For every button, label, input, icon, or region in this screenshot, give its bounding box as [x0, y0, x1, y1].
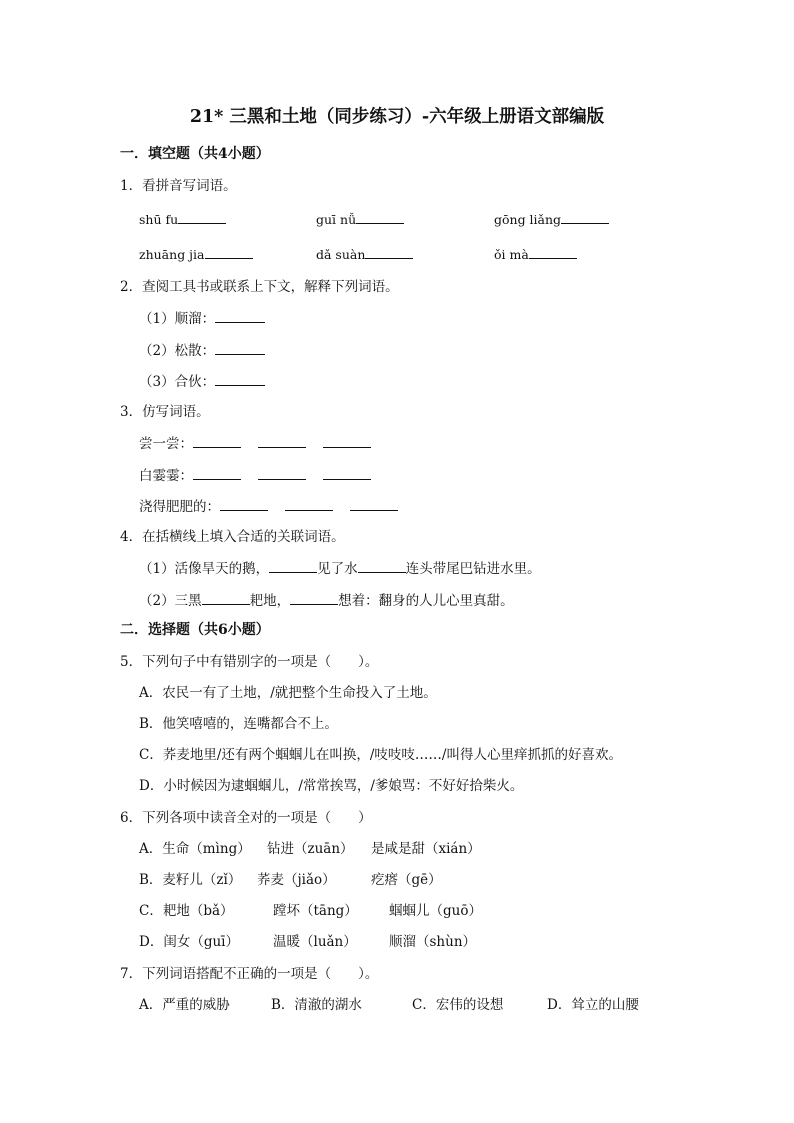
answer-blank[interactable]	[323, 466, 371, 480]
answer-blank[interactable]	[529, 245, 577, 259]
section-heading-fill-blank: 一．填空题（共4小题）	[120, 146, 270, 162]
conjunction-sentence: （2）三黑 耙地， 想着：翻身的人儿心里真甜。	[139, 593, 514, 609]
answer-blank[interactable]	[350, 497, 398, 511]
page-title: 21* 三黑和土地（同步练习）-六年级上册语文部编版	[189, 107, 605, 127]
pinyin-item: dǎ suàn	[316, 245, 413, 264]
choice-option[interactable]: C．荞麦地里/还有两个蝈蝈儿在叫换，/吱吱吱……/叫得人心里痒抓抓的好喜欢。	[139, 747, 622, 763]
answer-blank[interactable]	[202, 591, 250, 605]
word-explain-item: （1）顺溜：	[139, 309, 265, 328]
word-explain-item: （3）合伙：	[139, 372, 265, 391]
pinyin-item: shū fu	[139, 210, 226, 229]
answer-blank[interactable]	[358, 559, 406, 573]
pinyin-item: zhuāng jia	[139, 245, 253, 264]
answer-blank[interactable]	[365, 245, 413, 259]
answer-blank[interactable]	[193, 434, 241, 448]
pinyin-item: gōng liǎng	[494, 210, 609, 229]
answer-blank[interactable]	[258, 466, 306, 480]
answer-blank[interactable]	[220, 497, 268, 511]
answer-blank[interactable]	[269, 559, 317, 573]
answer-blank[interactable]	[215, 309, 265, 323]
answer-blank[interactable]	[290, 591, 338, 605]
answer-blank[interactable]	[178, 210, 226, 224]
choice-option[interactable]: A．农民一有了土地，/就把整个生命投入了土地。	[139, 685, 437, 701]
answer-blank[interactable]	[193, 466, 241, 480]
imitate-item: 白霎霎：	[139, 466, 371, 485]
choice-option[interactable]: B．清澈的湖水	[271, 997, 362, 1013]
conjunction-sentence: （1）活像旱天的鹅， 见了水 连头带尾巴钻进水里。	[139, 561, 541, 577]
answer-blank[interactable]	[285, 497, 333, 511]
answer-blank[interactable]	[205, 245, 253, 259]
question-2-text: 2．查阅工具书或联系上下文，解释下列词语。	[120, 279, 399, 295]
pinyin-item: guī nǚ	[316, 210, 404, 229]
answer-blank[interactable]	[258, 434, 306, 448]
question-5-text: 5．下列句子中有错别字的一项是（ ）。	[120, 654, 379, 670]
answer-blank[interactable]	[215, 372, 265, 386]
question-3-text: 3．仿写词语。	[120, 404, 210, 420]
question-6-text: 6．下列各项中读音全对的一项是（ ）	[120, 810, 372, 826]
answer-blank[interactable]	[356, 210, 404, 224]
section-heading-choice: 二．选择题（共6小题）	[120, 622, 270, 638]
answer-blank[interactable]	[215, 341, 265, 355]
imitate-item: 浇得肥肥的：	[139, 497, 398, 516]
choice-option[interactable]: D．小时候因为逮蝈蝈儿，/常常挨骂，/爹娘骂：不好好拾柴火。	[139, 778, 524, 794]
answer-blank[interactable]	[561, 210, 609, 224]
question-4-text: 4．在括横线上填入合适的关联词语。	[120, 529, 345, 545]
answer-blank[interactable]	[323, 434, 371, 448]
imitate-item: 尝一尝：	[139, 434, 371, 453]
question-1-text: 1．看拼音写词语。	[120, 178, 237, 194]
choice-option[interactable]: C．宏伟的设想	[412, 997, 504, 1013]
choice-option[interactable]: B．他笑嘻嘻的，连嘴都合不上。	[139, 716, 338, 732]
word-explain-item: （2）松散：	[139, 341, 265, 360]
choice-option[interactable]: A．严重的威胁	[139, 997, 230, 1013]
pinyin-item: ǒi mà	[494, 245, 577, 264]
choice-option[interactable]: D．耸立的山腰	[547, 997, 639, 1013]
question-7-text: 7．下列词语搭配不正确的一项是（ ）。	[120, 966, 379, 982]
